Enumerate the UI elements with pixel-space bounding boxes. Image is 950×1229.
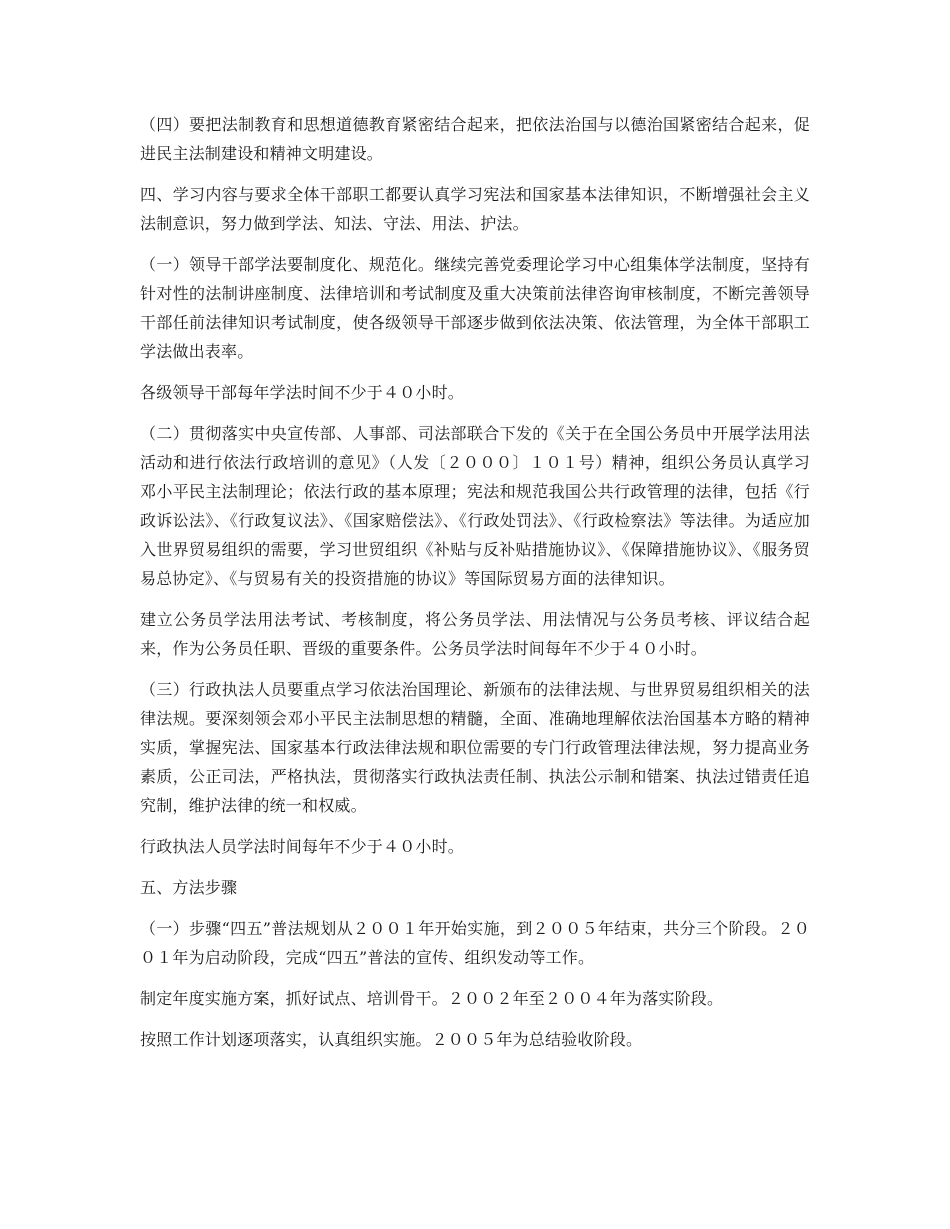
paragraph-enforcement-study-hours: 行政执法人员学法时间每年不少于４０小时。: [140, 837, 465, 856]
paragraph-civil-servant-exam: 建立公务员学法用法考试、考核制度，将公务员学法、用法情况与公务员考核、评议结合起来，作为公务员任职、晋级的重要条件。公务员学法时间每年不少于４０小时。: [140, 610, 810, 658]
paragraph-item-2-civil-servants: （二）贯彻落实中央宣传部、人事部、司法部联合下发的《关于在全国公务员中开展学法用法活动和进行依法行政培训的意见》（人发〔２０００〕１０１号）精神，组织公务员认真学习邓小平民主法制理论；依法行政的基本原理；宪法和规范我国公共行政管理的法律，包括《行政诉讼法》、《行政复议法》、《国家赔偿法》、《行政处罚法》、《行政检察法》等法律。为适应加入世界贸易组织的需要，学习世贸组织《补贴与反补贴措施协议》、《保障措施协议》、《服务贸易总协定》、《与贸易有关的投资措施的协议》等国际贸易方面的法律知识。: [140, 424, 810, 588]
paragraph-steps-phase-3: 按照工作计划逐项落实，认真组织实施。２００５年为总结验收阶段。: [140, 1030, 643, 1049]
section-heading-4-study-content: 四、学习内容与要求全体干部职工都要认真学习宪法和国家基本法律知识，不断增强社会主义法制意识，努力做到学法、知法、守法、用法、护法。: [140, 185, 810, 233]
paragraph-item-4: （四）要把法制教育和思想道德教育紧密结合起来，把依法治国与以德治国紧密结合起来，促进民主法制建设和精神文明建设。: [140, 115, 810, 163]
paragraph-steps-phase-2: 制定年度实施方案，抓好试点、培训骨干。２００２年至２００４年为落实阶段。: [140, 989, 724, 1008]
paragraph-leaders-study-hours: 各级领导干部每年学法时间不少于４０小时。: [140, 383, 465, 402]
section-heading-5-methods: 五、方法步骤: [140, 878, 238, 897]
paragraph-item-1-leaders: （一）领导干部学法要制度化、规范化。继续完善党委理论学习中心组集体学法制度，坚持有针对性的法制讲座制度、法律培训和考试制度及重大决策前法律咨询审核制度，不断完善领导干部任前法律知识考试制度，使各级领导干部逐步做到依法决策、依法管理，为全体干部职工学法做出表率。: [140, 255, 810, 361]
paragraph-item-3-law-enforcement: （三）行政执法人员要重点学习依法治国理论、新颁布的法律法规、与世界贸易组织相关的法律法规。要深刻领会邓小平民主法制思想的精髓，全面、准确地理解依法治国基本方略的精神实质，掌握宪法、国家基本行政法律法规和职位需要的专门行政管理法律法规，努力提高业务素质，公正司法，严格执法，贯彻落实行政执法责任制、执法公示制和错案、执法过错责任追究制，维护法律的统一和权威。: [140, 680, 810, 815]
document-page: [140, 110, 810, 1066]
paragraph-steps-phase-1: （一）步骤“四五”普法规划从２００１年开始实施，到２００５年结束，共分三个阶段。２００１年为启动阶段，完成“四五”普法的宣传、组织发动等工作。: [140, 919, 810, 967]
